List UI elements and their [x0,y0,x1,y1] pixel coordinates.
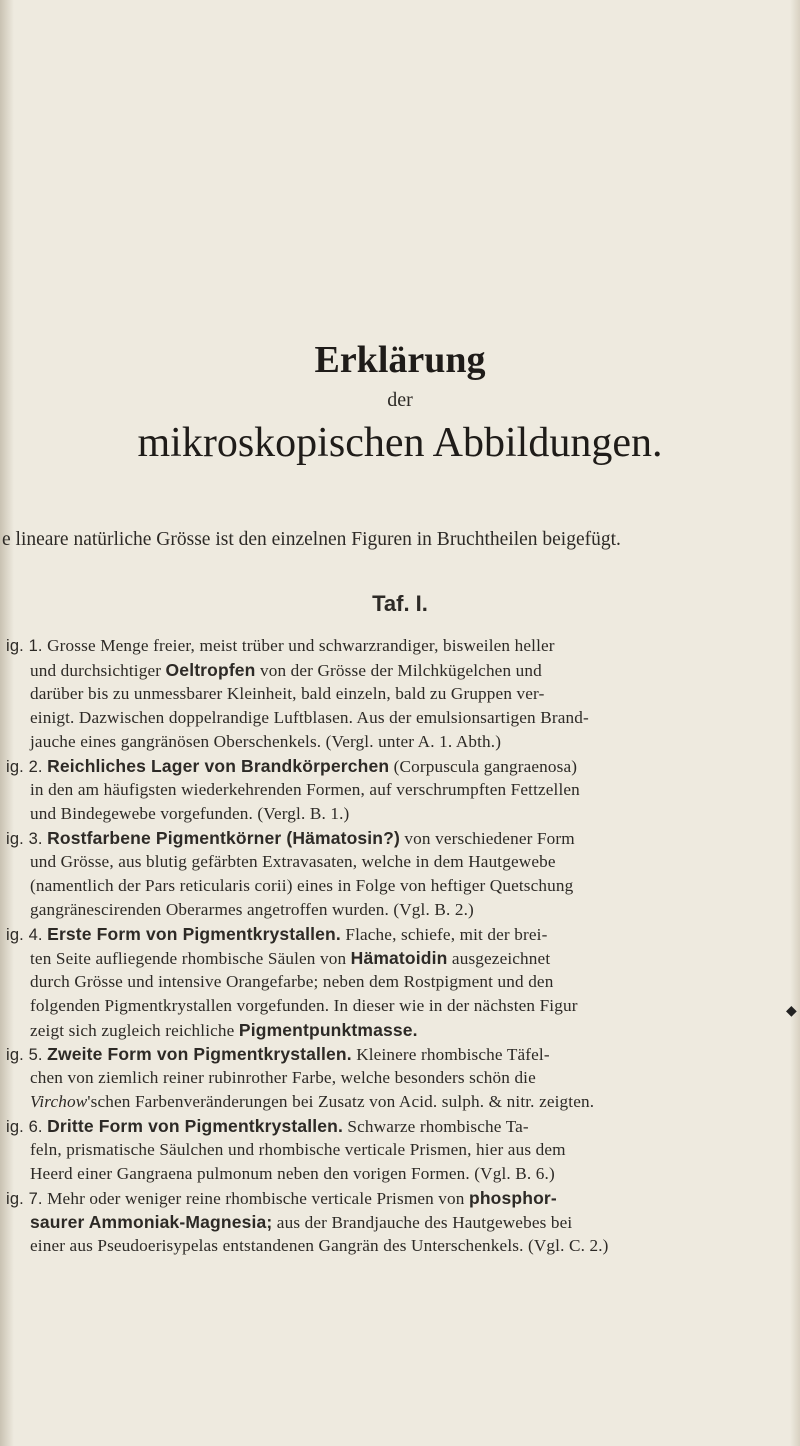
author-name: Virchow [30,1092,88,1111]
intro-note: e lineare natürliche Grösse ist den einzelnen Figuren in Bruchtheilen beigefügt. [2,529,621,550]
entry-line: ig. 4. Erste Form von Pigmentkrystallen. Flache, schiefe, mit der brei- [6,924,548,944]
figure-label: ig. 3. [6,830,43,848]
entry-line: und Bindegewebe vorgefunden. (Vergl. B. 1.) [30,804,350,823]
figure-entry-1 [0,634,800,754]
figure-keyword: Dritte Form von Pigmentkrystallen. [47,1116,343,1136]
entry-line: ig. 1. Grosse Menge freier, meist trüber und schwarzrandiger, bisweilen heller [6,636,555,655]
entry-line: einer aus Pseudoerisypelas entstandenen Gangrän des Unterschenkels. (Vgl. C. 2.) [30,1236,609,1255]
figure-keyword: Hämatoidin [350,948,448,968]
entry-line: folgenden Pigmentkrystallen vorgefunden. In dieser wie in der nächsten Figur [30,996,578,1015]
entry-line: einigt. Dazwischen doppelrandige Luftblasen. Aus der emulsionsartigen Brand- [30,708,589,727]
figure-label: ig. 4. [6,926,43,944]
figure-label: ig. 6. [6,1118,43,1136]
figure-entry-7 [0,1186,800,1258]
entry-line: jauche eines gangränösen Oberschenkels. (Vergl. unter A. 1. Abth.) [30,732,502,751]
figure-entry-6 [0,1114,800,1186]
figure-keyword: Zweite Form von Pigmentkrystallen. [47,1044,352,1064]
entry-line: chen von ziemlich reiner rubinrother Farbe, welche besonders schön die [30,1068,536,1087]
entry-line: ig. 2. Reichliches Lager von Brandkörperchen (Corpuscula gangraenosa) [6,756,578,776]
entry-line: ig. 3. Rostfarbene Pigmentkörner (Hämatosin?) von verschiedener Form [6,828,575,848]
figure-entry-5 [0,1042,800,1114]
figure-label: ig. 7. [6,1190,43,1208]
entry-line: darüber bis zu unmessbarer Kleinheit, bald einzeln, bald zu Gruppen ver- [30,684,545,703]
entry-line: ig. 5. Zweite Form von Pigmentkrystallen. Kleinere rhombische Täfel- [6,1044,550,1064]
entry-line: und durchsichtiger Oeltropfen von der Grösse der Milchkügelchen und [30,660,542,680]
entry-line: Heerd einer Gangraena pulmonum neben den vorigen Formen. (Vgl. B. 6.) [30,1164,555,1183]
figure-keyword: Rostfarbene Pigmentkörner (Hämatosin?) [47,828,400,848]
figure-keyword: Erste Form von Pigmentkrystallen. [47,924,341,944]
entry-line: gangränescirenden Oberarmes angetroffen wurden. (Vgl. B. 2.) [30,900,474,919]
figure-keyword: saurer Ammoniak-Magnesia; [30,1212,273,1232]
entry-line: saurer Ammoniak-Magnesia; aus der Brandjauche des Hautgewebes bei [30,1212,573,1232]
page-title-connector: der [387,389,413,411]
figure-keyword: Oeltropfen [165,660,256,680]
figure-entry-2 [0,754,800,826]
margin-mark-bullet: ◆ [786,1002,797,1018]
entry-line: Virchow'schen Farbenveränderungen bei Zusatz von Acid. sulph. & nitr. zeigten. [30,1092,595,1111]
entry-line: zeigt sich zugleich reichliche Pigmentpunktmasse. [30,1020,418,1040]
plate-title: Taf. I. [372,591,428,616]
figure-label: ig. 1. [6,637,43,655]
entry-line: feln, prismatische Säulchen und rhombische verticale Prismen, hier aus dem [30,1140,566,1159]
entry-line: ig. 7. Mehr oder weniger reine rhombische verticale Prismen von phosphor- [6,1188,557,1208]
figure-keyword: phosphor- [469,1188,557,1208]
figure-label: ig. 2. [6,758,43,776]
entry-line: ten Seite aufliegende rhombische Säulen von Hämatoidin ausgezeichnet [30,948,551,968]
figure-entry-4 [0,922,800,1042]
entry-line: in den am häufigsten wiederkehrenden Formen, auf verschrumpften Fettzellen [30,780,580,799]
figure-keyword: Reichliches Lager von Brandkörperchen [47,756,390,776]
page-title-main: mikroskopischen Abbildungen. [137,420,663,466]
page-title: Erklärung [314,339,486,381]
figure-explanations [0,634,800,1258]
entry-line: (namentlich der Pars reticularis corii) eines in Folge von heftiger Quetschung [30,876,574,895]
figure-label: ig. 5. [6,1046,43,1064]
figure-entry-3 [0,826,800,922]
entry-line: und Grösse, aus blutig gefärbten Extravasaten, welche in dem Hautgewebe [30,852,556,871]
figure-keyword: Pigmentpunktmasse. [238,1020,418,1040]
entry-line: durch Grösse und intensive Orangefarbe; neben dem Rostpigment und den [30,972,554,991]
entry-line: ig. 6. Dritte Form von Pigmentkrystallen. Schwarze rhombische Ta- [6,1116,529,1136]
